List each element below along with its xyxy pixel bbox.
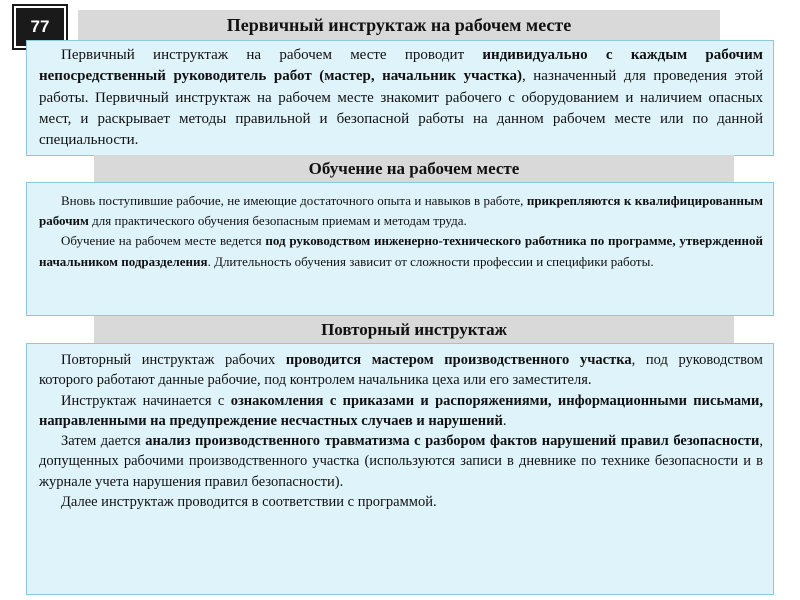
bold-run: индивидуально с каждым рабочим непосредственный руководитель работ (мастер, начальник участка) xyxy=(39,47,763,85)
section-title-primary-briefing: Первичный инструктаж на рабочем месте xyxy=(78,10,720,40)
bold-run: проводится мастером производственного участка xyxy=(285,352,632,368)
bold-run: ознакомления с приказами и распоряжениями, информационными письмами, направленными на предупреждение несчастных случаев и нарушений xyxy=(39,392,763,429)
text-run: . xyxy=(502,412,507,429)
paragraph xyxy=(39,391,763,432)
section-title-on-job-training: Обучение на рабочем месте xyxy=(94,155,734,182)
section-body-repeat-briefing xyxy=(26,343,774,595)
bold-run: под руководством инженерно-технического работника по программе, утвержденной начальником подразделения xyxy=(39,233,763,269)
section-title-repeat-briefing: Повторный инструктаж xyxy=(94,316,734,343)
text-run: Вновь поступившие рабочие, не имеющие достаточного опыта и навыков в работе, xyxy=(61,193,527,208)
text-run: Обучение на рабочем месте ведется xyxy=(61,233,266,249)
slide-number: 77 xyxy=(14,6,66,48)
text-run: Инструктаж начинается с xyxy=(61,392,231,409)
section-body-primary-briefing xyxy=(26,40,774,156)
paragraph xyxy=(39,231,763,271)
paragraph xyxy=(39,191,763,231)
section-body-on-job-training xyxy=(26,182,774,316)
text-run: Затем дается xyxy=(61,433,146,450)
text-run: . Длительность обучения зависит от сложности профессии и специфики работы. xyxy=(207,253,654,269)
text-run: Далее инструктаж проводится в соответствии с программой. xyxy=(61,494,437,511)
text-run: Повторный инструктаж рабочих xyxy=(61,352,286,368)
text-run: , под руководством которого работают данные рабочие, под контролем начальника цеха или его заместителя. xyxy=(39,352,763,389)
text-run: для практического обучения безопасным приемам и методам труда. xyxy=(88,213,467,229)
bold-run: анализ производственного травматизма с разбором фактов нарушений правил безопасности xyxy=(145,433,760,450)
paragraph xyxy=(39,492,763,512)
bold-run: прикрепляются к квалифицированным рабочим xyxy=(39,193,763,229)
text-run: , допущенных рабочими производственного участка (используются записи в дневнике по технике безопасности и в журнале учета нарушения правил безопасности). xyxy=(39,433,763,490)
paragraph xyxy=(39,45,763,151)
text-run: Первичный инструктаж на рабочем месте проводит xyxy=(61,47,483,63)
paragraph xyxy=(39,350,763,391)
paragraph xyxy=(39,431,763,492)
text-run: , назначенный для проведения этой работы. Первичный инструктаж на рабочем месте знакомит рабочего с оборудованием и наличием опасных мест, и раскрывает методы правильной и безопасной работы на данном рабочем месте или по данной специальности. xyxy=(39,68,763,149)
